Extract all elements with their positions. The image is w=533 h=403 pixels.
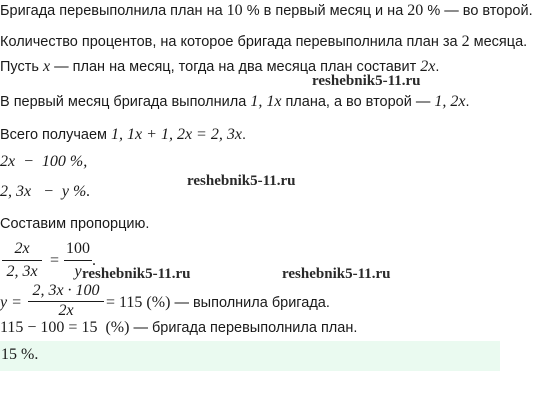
numerator: 2, 3x · 100 (32, 282, 100, 299)
text: плана, а во второй — (281, 94, 435, 110)
equation-lhs: y = (0, 294, 22, 311)
watermark: reshebnik5-11.ru (187, 173, 296, 189)
text: — план на месяц, тогда на два месяца план составит (50, 59, 421, 75)
watermark: reshebnik5-11.ru (282, 266, 391, 282)
text: % — во второй. (423, 3, 533, 19)
fraction-left (2, 239, 42, 282)
proportion-row-2: 2, 3x − y %. (0, 183, 91, 200)
answer-value: 15 %. (1, 346, 39, 363)
text: месяца. (469, 34, 528, 50)
equation: 115 − 100 = 15 (%) (0, 319, 130, 336)
number: 2 (461, 33, 470, 50)
period: . (92, 252, 96, 269)
text: . (465, 94, 470, 110)
denominator: y (74, 263, 82, 280)
watermark: reshebnik5-11.ru (312, 73, 421, 89)
proportion-row-1: 2x − 100 %, (0, 153, 88, 170)
text: Пусть (0, 59, 43, 75)
expression: 1, 1x (250, 93, 282, 110)
solution-line-8: Составим пропорцию. (0, 216, 150, 232)
text: Всего получаем (0, 127, 112, 143)
number: 10 (226, 2, 243, 19)
text: — выполнила бригада. (170, 295, 330, 311)
text: . (435, 59, 440, 75)
fraction-result (28, 282, 104, 319)
number: 20 (407, 2, 424, 19)
text: % в первый месяц и на (242, 3, 408, 19)
result-line-11 (0, 318, 357, 338)
answer-box (0, 341, 500, 371)
expression: 1, 2x (434, 93, 466, 110)
equation-rhs: = 115 (%) (106, 294, 171, 311)
problem-line-1 (0, 1, 533, 21)
text: Количество процентов, на которое бригада перевыполнила план за (0, 34, 462, 50)
numerator: 100 (66, 240, 90, 257)
equation: 1, 1x + 1, 2x = 2, 3x (111, 126, 242, 143)
text: . (241, 127, 246, 143)
fraction-bar (2, 260, 42, 261)
variable: x (42, 58, 51, 75)
solution-line-4 (0, 92, 470, 112)
denominator: 2, 3x (6, 263, 38, 280)
text: В первый месяц бригада выполнила (0, 94, 251, 110)
problem-line-2 (0, 32, 527, 52)
numerator: 2x (14, 240, 30, 257)
result-line-10 (106, 293, 330, 313)
text: Бригада перевыполнила план на (0, 3, 227, 19)
fraction-bar (64, 260, 92, 261)
equals-sign: = (50, 252, 60, 269)
text: — бригада перевыполнила план. (129, 320, 358, 336)
watermark: reshebnik5-11.ru (82, 266, 191, 282)
solution-line-5 (0, 125, 246, 145)
expression: 2x (420, 58, 436, 75)
denominator: 2x (58, 302, 74, 319)
